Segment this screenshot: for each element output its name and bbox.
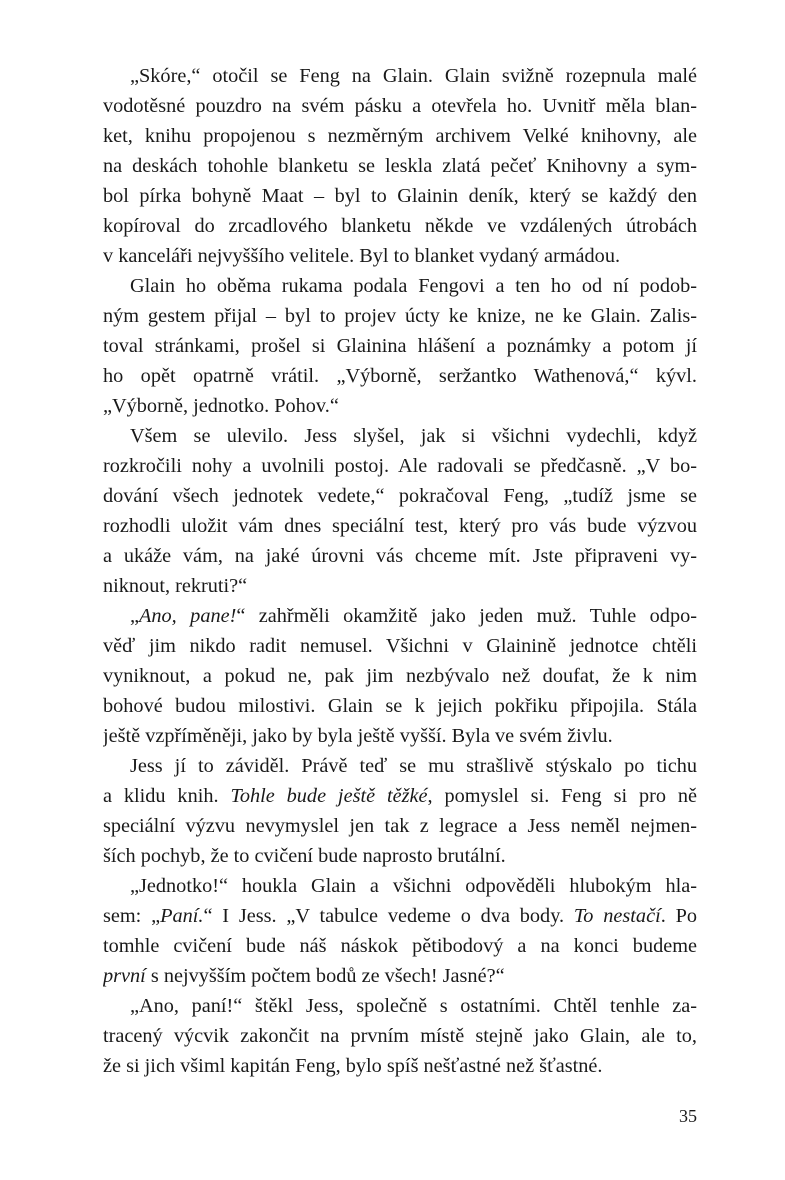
text-segment: Všem se ulevilo. Jess slyšel, jak si všichni vydechli, když [130, 425, 697, 447]
text-line [103, 421, 697, 451]
text-segment: bol pírka bohyně Maat – byl to Glainin deník, který se každý den [103, 185, 697, 207]
text-segment: „ [130, 605, 140, 627]
text-segment: a ukáže vám, na jaké úrovni vás chceme mít. Jste připraveni vy- [103, 545, 697, 567]
text-line [103, 1051, 697, 1081]
text-line [103, 151, 697, 181]
text-line [103, 361, 697, 391]
text-segment: že si jich všiml kapitán Feng, bylo spíš nešťastné než šťastné. [103, 1055, 603, 1077]
text-segment: Glain ho oběma rukama podala Fengovi a ten ho od ní podob- [130, 275, 697, 297]
text-line [103, 331, 697, 361]
text-line [103, 181, 697, 211]
text-line [103, 571, 697, 601]
text-segment: věď jim nikdo radit nemusel. Všichni v Glainině jednotce chtěli [103, 635, 697, 657]
text-line [103, 961, 697, 991]
paragraph [103, 601, 697, 751]
paragraph [103, 61, 697, 271]
page-number: 35 [679, 1106, 697, 1126]
text-segment: vodotěsné pouzdro na svém pásku a otevřela ho. Uvnitř měla blan- [103, 95, 697, 117]
text-segment: ket, knihu propojenou s nezměrným archivem Velké knihovny, ale [103, 125, 697, 147]
italic-text: To nestačí [573, 905, 661, 927]
text-segment: ným gestem přijal – byl to projev úcty ke knize, ne ke Glain. Zalis- [103, 305, 697, 327]
italic-text: Ano, pane! [139, 605, 237, 627]
text-segment: sem: „ [103, 905, 161, 927]
text-segment: a klidu knih. [103, 785, 231, 807]
text-line [103, 481, 697, 511]
paragraph [103, 991, 697, 1081]
text-segment: „Ano, paní!“ štěkl Jess, společně s ostatními. Chtěl tenhle za- [130, 995, 697, 1017]
paragraph [103, 871, 697, 991]
body-text [103, 61, 697, 1081]
text-line [103, 781, 697, 811]
text-line [103, 601, 697, 631]
italic-text: první [103, 965, 146, 987]
text-segment: „Jednotko!“ houkla Glain a všichni odpověděli hlubokým hla- [130, 875, 697, 897]
text-line [103, 301, 697, 331]
text-line [103, 211, 697, 241]
text-line [103, 811, 697, 841]
text-segment: niknout, rekruti?“ [103, 575, 248, 597]
text-segment: speciální výzvu nevymyslel jen tak z legrace a Jess neměl nejmen- [103, 815, 697, 837]
text-line [103, 91, 697, 121]
paragraph [103, 421, 697, 601]
text-line [103, 511, 697, 541]
text-segment: ho opět opatrně vrátil. „Výborně, seržantko Wathenová,“ kývl. [103, 365, 697, 387]
text-segment: bohové budou milostivi. Glain se k jejich pokřiku připojila. Stála [103, 695, 697, 717]
text-line [103, 61, 697, 91]
text-segment: dování všech jednotek vedete,“ pokračoval Feng, „tudíž jsme se [103, 485, 697, 507]
text-segment: , pomyslel si. Feng si pro ně [427, 785, 697, 807]
text-line [103, 241, 697, 271]
text-line [103, 391, 697, 421]
text-segment: toval stránkami, prošel si Glainina hlášení a poznámky a potom jí [103, 335, 697, 357]
paragraph [103, 271, 697, 421]
text-line [103, 991, 697, 1021]
text-segment: vyniknout, a pokud ne, pak jim nezbývalo než doufat, že k nim [103, 665, 697, 687]
text-segment: „Skóre,“ otočil se Feng na Glain. Glain svižně rozepnula malé [130, 65, 697, 87]
text-segment: “ I Jess. „V tabulce vedeme o dva body. [203, 905, 574, 927]
text-segment: tracený výcvik zakončit na prvním místě stejně jako Glain, ale to, [103, 1025, 697, 1047]
text-line [103, 541, 697, 571]
italic-text: Paní. [160, 905, 204, 927]
text-segment: s nejvyšším počtem bodů ze všech! Jasné?“ [145, 965, 505, 987]
text-segment: kopíroval do zrcadlového blanketu někde ve vzdálených útrobách [103, 215, 697, 237]
text-segment: v kanceláři nejvyššího velitele. Byl to blanket vydaný armádou. [103, 245, 621, 267]
text-segment: na deskách tohohle blanketu se leskla zlatá pečeť Knihovny a sym- [103, 155, 697, 177]
text-line [103, 751, 697, 781]
text-line [103, 931, 697, 961]
text-line [103, 631, 697, 661]
text-segment: „Výborně, jednotko. Pohov.“ [103, 395, 339, 417]
text-segment: Jess jí to záviděl. Právě teď se mu strašlivě stýskalo po tichu [130, 755, 697, 777]
text-segment: ších pochyb, že to cvičení bude naprosto brutální. [103, 845, 506, 867]
text-line [103, 661, 697, 691]
text-segment: “ zahřměli okamžitě jako jeden muž. Tuhle odpo- [236, 605, 697, 627]
text-line [103, 121, 697, 151]
text-line [103, 871, 697, 901]
text-line [103, 1021, 697, 1051]
text-line [103, 691, 697, 721]
text-segment: . Po [660, 905, 697, 927]
text-line [103, 901, 697, 931]
italic-text: Tohle bude ještě těžké [230, 785, 428, 807]
text-segment: tomhle cvičení bude náš náskok pětibodový a na konci budeme [103, 935, 697, 957]
text-line [103, 271, 697, 301]
text-line [103, 841, 697, 871]
text-line [103, 721, 697, 751]
text-segment: rozhodli uložit vám dnes speciální test, který pro vás bude výzvou [103, 515, 697, 537]
text-segment: rozkročili nohy a uvolnili postoj. Ale radovali se předčasně. „V bo- [103, 455, 697, 477]
paragraph [103, 751, 697, 871]
text-line [103, 451, 697, 481]
text-segment: ještě vzpříměněji, jako by byla ještě vyšší. Byla ve svém živlu. [103, 725, 613, 747]
